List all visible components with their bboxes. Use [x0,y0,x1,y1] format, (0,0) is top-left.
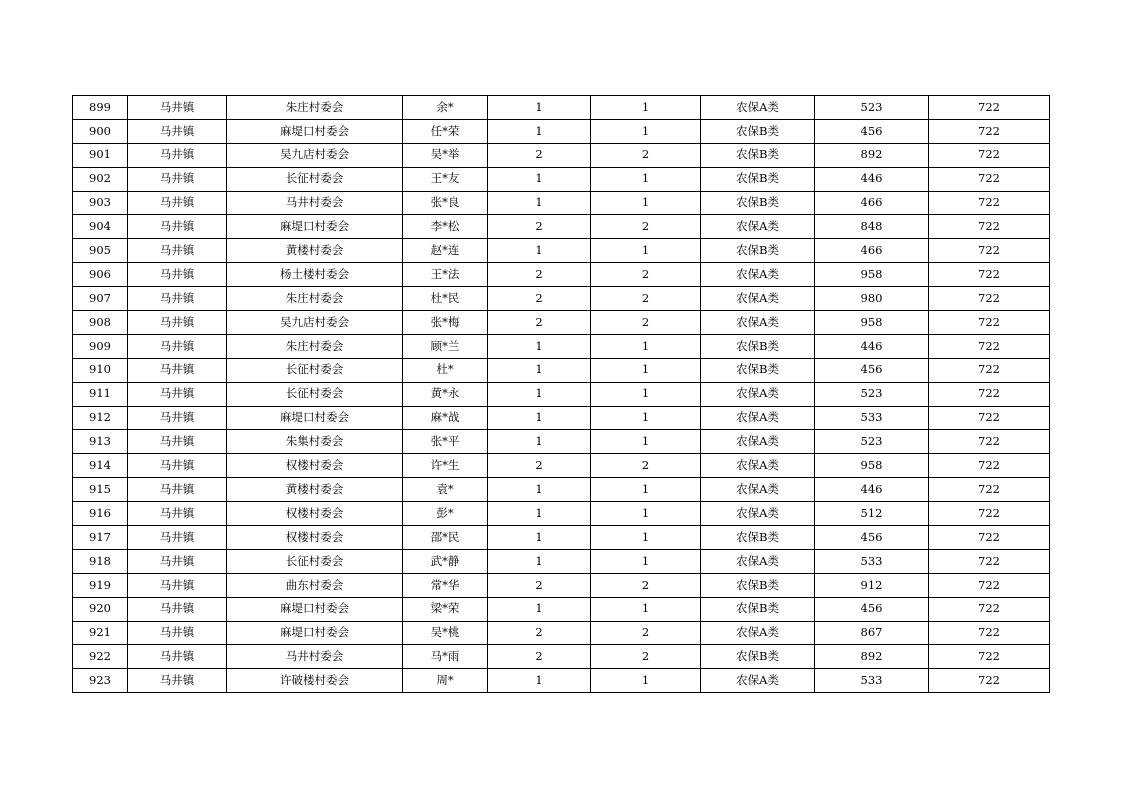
insurance-category-cell: 农保B类 [701,526,815,550]
name-cell: 张*平 [403,430,488,454]
household-count-cell: 2 [488,645,591,669]
village-committee-cell: 麻堤口村委会 [227,119,403,143]
standard-cell: 722 [929,597,1050,621]
household-count-cell: 2 [488,621,591,645]
name-cell: 张*梅 [403,311,488,335]
township-cell: 马井镇 [128,549,227,573]
table-row [73,239,1050,263]
name-cell: 吴*举 [403,143,488,167]
amount-cell: 958 [815,311,929,335]
insurance-category-cell: 农保B类 [701,167,815,191]
row-number-cell: 901 [73,143,128,167]
table-row [73,645,1050,669]
table-row [73,597,1050,621]
name-cell: 余* [403,96,488,120]
insurance-category-cell: 农保B类 [701,191,815,215]
amount-cell: 456 [815,597,929,621]
person-count-cell: 1 [591,358,701,382]
row-number-cell: 907 [73,287,128,311]
data-sheet [72,95,1049,693]
township-cell: 马井镇 [128,239,227,263]
person-count-cell: 2 [591,454,701,478]
household-count-cell: 2 [488,454,591,478]
village-committee-cell: 朱集村委会 [227,430,403,454]
insurance-category-cell: 农保B类 [701,358,815,382]
amount-cell: 466 [815,239,929,263]
name-cell: 赵*连 [403,239,488,263]
household-count-cell: 1 [488,502,591,526]
name-cell: 杜*民 [403,287,488,311]
name-cell: 吴*桃 [403,621,488,645]
name-cell: 袁* [403,478,488,502]
standard-cell: 722 [929,382,1050,406]
standard-cell: 722 [929,191,1050,215]
township-cell: 马井镇 [128,406,227,430]
standard-cell: 722 [929,358,1050,382]
row-number-cell: 918 [73,549,128,573]
standard-cell: 722 [929,430,1050,454]
township-cell: 马井镇 [128,119,227,143]
table-row [73,549,1050,573]
row-number-cell: 922 [73,645,128,669]
insurance-category-cell: 农保A类 [701,478,815,502]
person-count-cell: 1 [591,167,701,191]
table-row [73,96,1050,120]
village-committee-cell: 权楼村委会 [227,526,403,550]
amount-cell: 446 [815,334,929,358]
village-committee-cell: 杨土楼村委会 [227,263,403,287]
name-cell: 张*良 [403,191,488,215]
row-number-cell: 912 [73,406,128,430]
township-cell: 马井镇 [128,191,227,215]
household-count-cell: 1 [488,406,591,430]
standard-cell: 722 [929,406,1050,430]
household-count-cell: 1 [488,526,591,550]
household-count-cell: 1 [488,549,591,573]
amount-cell: 523 [815,430,929,454]
insurance-category-cell: 农保A类 [701,382,815,406]
household-count-cell: 2 [488,143,591,167]
household-count-cell: 1 [488,239,591,263]
amount-cell: 980 [815,287,929,311]
insurance-category-cell: 农保A类 [701,502,815,526]
person-count-cell: 2 [591,143,701,167]
township-cell: 马井镇 [128,215,227,239]
village-committee-cell: 权楼村委会 [227,454,403,478]
township-cell: 马井镇 [128,645,227,669]
table-row [73,167,1050,191]
standard-cell: 722 [929,502,1050,526]
household-count-cell: 1 [488,358,591,382]
village-committee-cell: 朱庄村委会 [227,96,403,120]
amount-cell: 892 [815,143,929,167]
person-count-cell: 1 [591,502,701,526]
village-committee-cell: 朱庄村委会 [227,287,403,311]
household-count-cell: 2 [488,311,591,335]
township-cell: 马井镇 [128,621,227,645]
standard-cell: 722 [929,334,1050,358]
name-cell: 邵*民 [403,526,488,550]
household-count-cell: 1 [488,119,591,143]
standard-cell: 722 [929,96,1050,120]
person-count-cell: 1 [591,96,701,120]
standard-cell: 722 [929,573,1050,597]
person-count-cell: 1 [591,478,701,502]
row-number-cell: 916 [73,502,128,526]
row-number-cell: 919 [73,573,128,597]
table-row [73,143,1050,167]
table-row [73,621,1050,645]
village-committee-cell: 马井村委会 [227,645,403,669]
person-count-cell: 1 [591,669,701,693]
name-cell: 顾*兰 [403,334,488,358]
row-number-cell: 913 [73,430,128,454]
township-cell: 马井镇 [128,669,227,693]
standard-cell: 722 [929,215,1050,239]
person-count-cell: 1 [591,239,701,263]
standard-cell: 722 [929,311,1050,335]
person-count-cell: 1 [591,430,701,454]
insurance-category-cell: 农保A类 [701,215,815,239]
records-table [72,95,1050,693]
table-row [73,430,1050,454]
village-committee-cell: 麻堤口村委会 [227,597,403,621]
village-committee-cell: 长征村委会 [227,549,403,573]
village-committee-cell: 吴九店村委会 [227,143,403,167]
name-cell: 黄*永 [403,382,488,406]
row-number-cell: 903 [73,191,128,215]
township-cell: 马井镇 [128,430,227,454]
township-cell: 马井镇 [128,167,227,191]
township-cell: 马井镇 [128,573,227,597]
name-cell: 许*生 [403,454,488,478]
amount-cell: 958 [815,454,929,478]
household-count-cell: 1 [488,382,591,406]
township-cell: 马井镇 [128,597,227,621]
table-row [73,454,1050,478]
village-committee-cell: 权楼村委会 [227,502,403,526]
village-committee-cell: 长征村委会 [227,167,403,191]
standard-cell: 722 [929,287,1050,311]
insurance-category-cell: 农保B类 [701,143,815,167]
row-number-cell: 920 [73,597,128,621]
row-number-cell: 915 [73,478,128,502]
person-count-cell: 2 [591,645,701,669]
township-cell: 马井镇 [128,96,227,120]
person-count-cell: 2 [591,311,701,335]
amount-cell: 533 [815,549,929,573]
row-number-cell: 905 [73,239,128,263]
township-cell: 马井镇 [128,358,227,382]
household-count-cell: 1 [488,191,591,215]
township-cell: 马井镇 [128,287,227,311]
insurance-category-cell: 农保B类 [701,573,815,597]
standard-cell: 722 [929,645,1050,669]
row-number-cell: 921 [73,621,128,645]
name-cell: 麻*战 [403,406,488,430]
person-count-cell: 2 [591,287,701,311]
name-cell: 李*松 [403,215,488,239]
row-number-cell: 902 [73,167,128,191]
name-cell: 任*荣 [403,119,488,143]
table-row [73,287,1050,311]
township-cell: 马井镇 [128,478,227,502]
insurance-category-cell: 农保A类 [701,454,815,478]
insurance-category-cell: 农保A类 [701,311,815,335]
table-row [73,311,1050,335]
table-row [73,334,1050,358]
person-count-cell: 1 [591,597,701,621]
standard-cell: 722 [929,263,1050,287]
insurance-category-cell: 农保B类 [701,119,815,143]
person-count-cell: 2 [591,573,701,597]
person-count-cell: 1 [591,549,701,573]
village-committee-cell: 黄楼村委会 [227,239,403,263]
amount-cell: 912 [815,573,929,597]
insurance-category-cell: 农保B类 [701,334,815,358]
township-cell: 马井镇 [128,143,227,167]
standard-cell: 722 [929,526,1050,550]
township-cell: 马井镇 [128,526,227,550]
household-count-cell: 2 [488,287,591,311]
village-committee-cell: 黄楼村委会 [227,478,403,502]
amount-cell: 446 [815,478,929,502]
name-cell: 梁*荣 [403,597,488,621]
amount-cell: 533 [815,406,929,430]
standard-cell: 722 [929,143,1050,167]
amount-cell: 446 [815,167,929,191]
person-count-cell: 2 [591,215,701,239]
insurance-category-cell: 农保A类 [701,96,815,120]
amount-cell: 892 [815,645,929,669]
household-count-cell: 2 [488,573,591,597]
row-number-cell: 923 [73,669,128,693]
amount-cell: 456 [815,119,929,143]
standard-cell: 722 [929,621,1050,645]
household-count-cell: 2 [488,263,591,287]
row-number-cell: 906 [73,263,128,287]
amount-cell: 523 [815,96,929,120]
village-committee-cell: 麻堤口村委会 [227,406,403,430]
person-count-cell: 2 [591,621,701,645]
village-committee-cell: 许破楼村委会 [227,669,403,693]
table-row [73,478,1050,502]
person-count-cell: 1 [591,334,701,358]
household-count-cell: 1 [488,478,591,502]
household-count-cell: 1 [488,96,591,120]
household-count-cell: 1 [488,334,591,358]
name-cell: 彭* [403,502,488,526]
table-row [73,406,1050,430]
row-number-cell: 914 [73,454,128,478]
township-cell: 马井镇 [128,502,227,526]
name-cell: 杜* [403,358,488,382]
person-count-cell: 1 [591,406,701,430]
insurance-category-cell: 农保B类 [701,645,815,669]
table-row [73,573,1050,597]
amount-cell: 523 [815,382,929,406]
village-committee-cell: 吴九店村委会 [227,311,403,335]
table-row [73,502,1050,526]
household-count-cell: 1 [488,167,591,191]
standard-cell: 722 [929,239,1050,263]
row-number-cell: 904 [73,215,128,239]
table-row [73,119,1050,143]
village-committee-cell: 麻堤口村委会 [227,621,403,645]
township-cell: 马井镇 [128,334,227,358]
person-count-cell: 1 [591,382,701,406]
standard-cell: 722 [929,119,1050,143]
name-cell: 王*友 [403,167,488,191]
table-row [73,382,1050,406]
person-count-cell: 1 [591,119,701,143]
amount-cell: 512 [815,502,929,526]
village-committee-cell: 长征村委会 [227,358,403,382]
insurance-category-cell: 农保A类 [701,669,815,693]
person-count-cell: 1 [591,526,701,550]
village-committee-cell: 麻堤口村委会 [227,215,403,239]
standard-cell: 722 [929,669,1050,693]
household-count-cell: 2 [488,215,591,239]
row-number-cell: 900 [73,119,128,143]
table-row [73,526,1050,550]
insurance-category-cell: 农保B类 [701,597,815,621]
village-committee-cell: 马井村委会 [227,191,403,215]
name-cell: 常*华 [403,573,488,597]
amount-cell: 466 [815,191,929,215]
amount-cell: 958 [815,263,929,287]
village-committee-cell: 曲东村委会 [227,573,403,597]
person-count-cell: 2 [591,263,701,287]
amount-cell: 456 [815,358,929,382]
household-count-cell: 1 [488,597,591,621]
amount-cell: 848 [815,215,929,239]
township-cell: 马井镇 [128,263,227,287]
household-count-cell: 1 [488,669,591,693]
row-number-cell: 917 [73,526,128,550]
row-number-cell: 909 [73,334,128,358]
table-row [73,215,1050,239]
name-cell: 武*静 [403,549,488,573]
name-cell: 王*法 [403,263,488,287]
insurance-category-cell: 农保A类 [701,406,815,430]
row-number-cell: 899 [73,96,128,120]
name-cell: 周* [403,669,488,693]
township-cell: 马井镇 [128,454,227,478]
standard-cell: 722 [929,549,1050,573]
table-row [73,669,1050,693]
insurance-category-cell: 农保A类 [701,549,815,573]
insurance-category-cell: 农保A类 [701,287,815,311]
amount-cell: 533 [815,669,929,693]
person-count-cell: 1 [591,191,701,215]
amount-cell: 867 [815,621,929,645]
insurance-category-cell: 农保A类 [701,430,815,454]
township-cell: 马井镇 [128,382,227,406]
standard-cell: 722 [929,167,1050,191]
township-cell: 马井镇 [128,311,227,335]
standard-cell: 722 [929,454,1050,478]
insurance-category-cell: 农保A类 [701,263,815,287]
table-body [73,96,1050,693]
name-cell: 马*雨 [403,645,488,669]
insurance-category-cell: 农保A类 [701,621,815,645]
table-row [73,191,1050,215]
village-committee-cell: 长征村委会 [227,382,403,406]
village-committee-cell: 朱庄村委会 [227,334,403,358]
insurance-category-cell: 农保B类 [701,239,815,263]
row-number-cell: 911 [73,382,128,406]
standard-cell: 722 [929,478,1050,502]
household-count-cell: 1 [488,430,591,454]
row-number-cell: 908 [73,311,128,335]
table-row [73,358,1050,382]
table-row [73,263,1050,287]
amount-cell: 456 [815,526,929,550]
row-number-cell: 910 [73,358,128,382]
